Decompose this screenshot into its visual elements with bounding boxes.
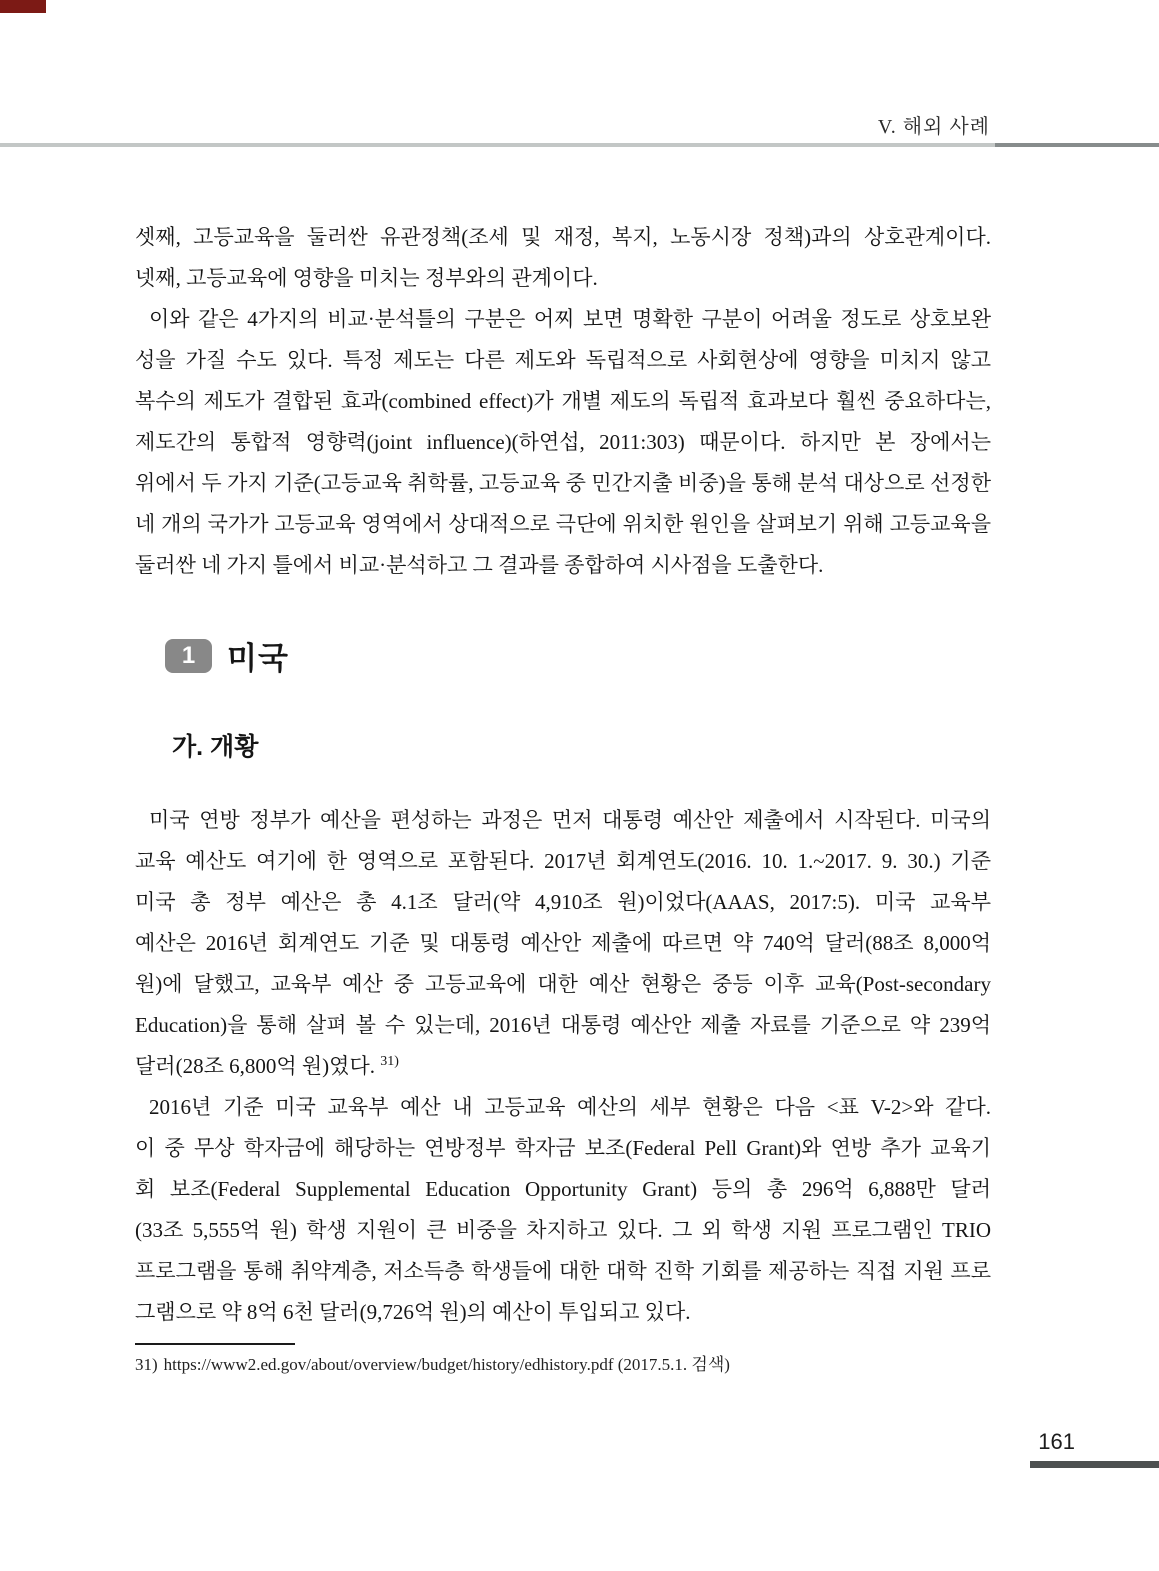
text-line: 그램으로 약 8억 6천 달러(9,726억 원)의 예산이 투입되고 있다. xyxy=(135,1300,691,1324)
text-line: 원)에 달했고, 교육부 예산 중 고등교육에 대한 예산 현황은 중등 이후 교육(Post-secondary xyxy=(135,972,991,996)
intro-paragraphs xyxy=(135,217,991,586)
text-line: 넷째, 고등교육에 영향을 미치는 정부와의 관계이다. xyxy=(135,266,598,290)
text-line: 이와 같은 4가지의 비교·분석틀의 구분은 어찌 보면 명확한 구분이 어려울 정도로 상호보완 xyxy=(149,307,991,331)
text-line: 예산은 2016년 회계연도 기준 및 대통령 예산안 제출에 따르면 약 740억 달러(88조 8,000억 xyxy=(135,931,991,955)
paragraph xyxy=(135,299,991,586)
running-header: V. 해외 사례 xyxy=(877,116,990,138)
section-heading xyxy=(165,633,289,678)
text-line: (33조 5,555억 원) 학생 지원이 큰 비중을 차지하고 있다. 그 외 학생 지원 프로그램인 TRIO xyxy=(135,1218,991,1242)
text-line: 복수의 제도가 결합된 효과(combined effect)가 개별 제도의 독립적 효과보다 훨씬 중요하다는, xyxy=(135,389,991,413)
paragraph xyxy=(135,800,991,1087)
overview-paragraphs xyxy=(135,800,991,1333)
subsection-heading: 가. 개황 xyxy=(172,733,259,761)
paragraph xyxy=(135,217,991,299)
text-line: 제도간의 통합적 영향력(joint influence)(하연섭, 2011:303) 때문이다. 하지만 본 장에서는 xyxy=(135,430,991,454)
footnote-ref: 31) xyxy=(380,1054,399,1069)
footnote xyxy=(135,1352,991,1378)
text-line: 성을 가질 수도 있다. 특정 제도는 다른 제도와 독립적으로 사회현상에 영향을 미치지 않고 xyxy=(135,348,991,372)
footnote-text: https://www2.ed.gov/about/overview/budget/history/edhistory.pdf (2017.5.1. 검색) xyxy=(163,1355,730,1374)
text-line: 미국 총 정부 예산은 총 4.1조 달러(약 4,910조 원)이었다(AAAS, 2017:5). 미국 교육부 xyxy=(135,890,991,914)
text-line: 위에서 두 가지 기준(고등교육 취학률, 고등교육 중 민간지출 비중)을 통해 분석 대상으로 선정한 xyxy=(135,471,991,495)
text-line: 미국 연방 정부가 예산을 편성하는 과정은 먼저 대통령 예산안 제출에서 시작된다. 미국의 xyxy=(149,808,991,832)
header-rule-dark xyxy=(995,143,1159,147)
text-line: 교육 예산도 여기에 한 영역으로 포함된다. 2017년 회계연도(2016. 10. 1.~2017. 9. 30.) 기준 xyxy=(135,849,991,873)
text-line: 네 개의 국가가 고등교육 영역에서 상대적으로 극단에 위치한 원인을 살펴보기 위해 고등교육을 xyxy=(135,512,991,536)
footer-bar xyxy=(1030,1461,1159,1468)
corner-tab xyxy=(0,0,46,13)
text-line: 2016년 기준 미국 교육부 예산 내 고등교육 예산의 세부 현황은 다음 <표 V-2>와 같다. xyxy=(149,1095,991,1119)
text-line: 회 보조(Federal Supplemental Education Opportunity Grant) 등의 총 296억 6,888만 달러 xyxy=(135,1177,991,1201)
text-line: 프로그램을 통해 취약계층, 저소득층 학생들에 대한 대학 진학 기회를 제공하는 직접 지원 프로 xyxy=(135,1259,991,1283)
text-line: 달러(28조 6,800억 원)였다. $^{31)}$ xyxy=(135,1054,399,1078)
text-line: Education)을 통해 살펴 볼 수 있는데, 2016년 대통령 예산안 제출 자료를 기준으로 약 239억 xyxy=(135,1013,991,1037)
footnote-rule xyxy=(135,1343,295,1345)
text-line: 셋째, 고등교육을 둘러싼 유관정책(조세 및 재정, 복지, 노동시장 정책)과의 상호관계이다. xyxy=(135,225,991,249)
section-title: 미국 xyxy=(227,641,289,676)
text-line: 둘러싼 네 가지 틀에서 비교·분석하고 그 결과를 종합하여 시사점을 도출한다. xyxy=(135,553,824,577)
footnote-number: 31) xyxy=(135,1355,158,1374)
section-number-badge: 1 xyxy=(165,639,212,673)
page-number: 161 xyxy=(1038,1429,1075,1454)
paragraph xyxy=(135,1087,991,1333)
text-line: 이 중 무상 학자금에 해당하는 연방정부 학자금 보조(Federal Pell Grant)와 연방 추가 교육기 xyxy=(135,1136,991,1160)
header-rule-light xyxy=(0,143,1159,147)
